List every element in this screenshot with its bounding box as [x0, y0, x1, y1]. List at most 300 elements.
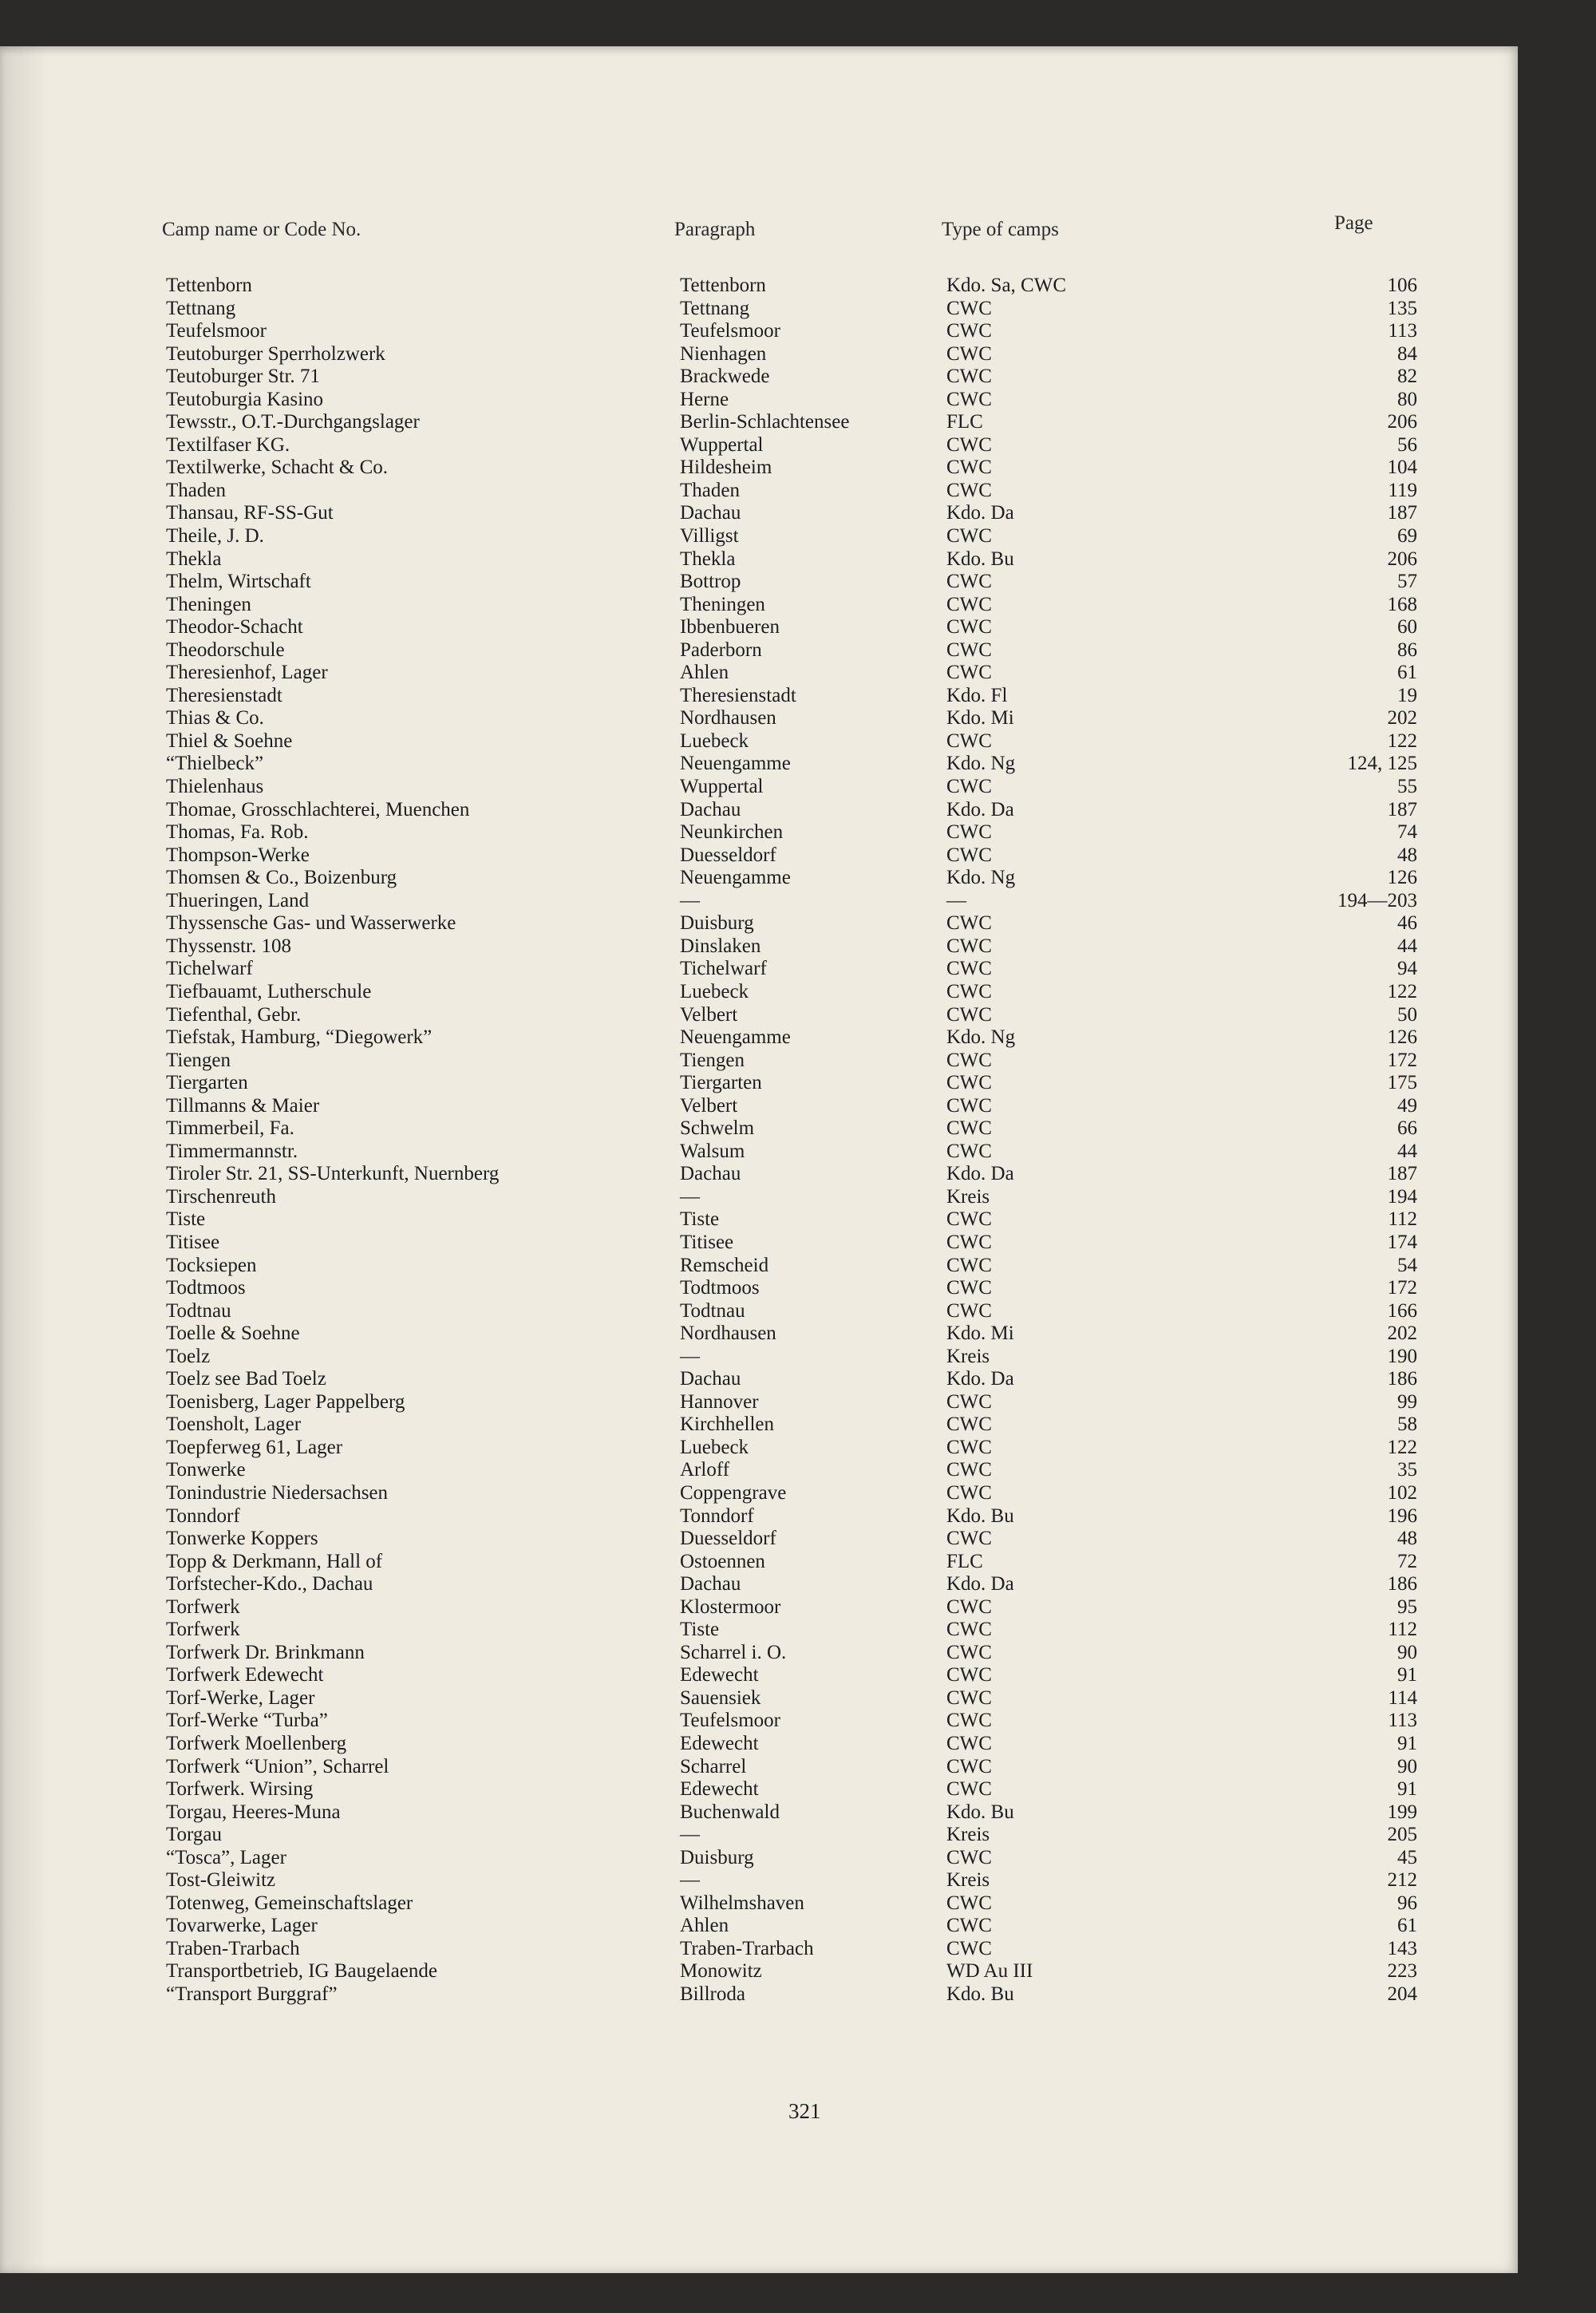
- paragraph-cell: Dachau: [680, 1368, 741, 1390]
- camp-type-cell: CWC: [946, 729, 992, 752]
- table-row: [0, 389, 1518, 412]
- paragraph-cell: Buchenwald: [680, 1801, 780, 1823]
- page-cell: 54: [1397, 1254, 1417, 1276]
- camp-name-cell: Topp & Derkmann, Hall of: [166, 1550, 383, 1572]
- page-cell: 190: [1387, 1345, 1417, 1367]
- camp-name-cell: Tettenborn: [166, 275, 252, 296]
- table-row: [0, 1619, 1518, 1642]
- table-row: [0, 1596, 1518, 1619]
- camp-type-cell: CWC: [946, 1686, 992, 1709]
- camp-name-cell: Tonwerke: [166, 1459, 246, 1481]
- page-cell: 82: [1397, 366, 1417, 388]
- table-row: [0, 685, 1518, 708]
- camp-name-cell: Thelm, Wirtschaft: [166, 571, 311, 593]
- table-row: [0, 1459, 1518, 1482]
- paragraph-cell: Traben-Trarbach: [680, 1937, 814, 1959]
- camp-type-cell: CWC: [946, 776, 992, 798]
- table-row: [0, 844, 1518, 868]
- paragraph-cell: Tiergarten: [680, 1072, 762, 1094]
- camp-type-cell: Kdo. Ng: [946, 753, 1016, 775]
- camp-type-cell: CWC: [946, 639, 992, 661]
- paragraph-cell: Edewecht: [680, 1664, 759, 1686]
- page-cell: 205: [1387, 1824, 1417, 1846]
- table-row: [0, 1004, 1518, 1027]
- paragraph-cell: —: [680, 1869, 700, 1892]
- paragraph-cell: Dachau: [680, 502, 741, 524]
- page-cell: 60: [1397, 616, 1417, 639]
- camp-index-table: [0, 275, 1518, 2007]
- paragraph-cell: Billroda: [680, 1983, 745, 2006]
- paragraph-cell: Velbert: [680, 1003, 738, 1026]
- table-row: [0, 1300, 1518, 1323]
- table-row: [0, 1255, 1518, 1278]
- table-row: [0, 1391, 1518, 1414]
- camp-name-cell: Thomsen & Co., Boizenburg: [166, 867, 397, 889]
- camp-type-cell: Kdo. Da: [946, 502, 1014, 524]
- table-row: [0, 1141, 1518, 1164]
- table-row: [0, 1915, 1518, 1938]
- camp-name-cell: Thielenhaus: [166, 776, 264, 798]
- camp-name-cell: Todtnau: [166, 1299, 231, 1322]
- camp-name-cell: Tovarwerke, Lager: [166, 1915, 318, 1937]
- camp-type-cell: Kreis: [946, 1824, 990, 1846]
- page-cell: 122: [1387, 1436, 1417, 1458]
- camp-type-cell: CWC: [946, 912, 992, 935]
- camp-type-cell: CWC: [946, 457, 992, 479]
- camp-type-cell: CWC: [946, 662, 992, 684]
- camp-type-cell: Kreis: [946, 1185, 990, 1208]
- page-cell: 126: [1387, 1026, 1417, 1049]
- camp-type-cell: CWC: [946, 1915, 992, 1937]
- table-row: [0, 1095, 1518, 1118]
- paragraph-cell: Luebeck: [680, 729, 749, 752]
- camp-name-cell: Traben-Trarbach: [166, 1937, 300, 1959]
- page-cell: 126: [1387, 867, 1417, 889]
- camp-type-cell: Kdo. Bu: [946, 1983, 1014, 2006]
- camp-type-cell: CWC: [946, 571, 992, 593]
- camp-name-cell: Teutoburger Sperrholzwerk: [166, 342, 385, 365]
- paragraph-cell: Titisee: [680, 1231, 734, 1253]
- header-camp-name: Camp name or Code No.: [162, 219, 361, 240]
- page-cell: 80: [1397, 388, 1417, 410]
- page-cell: 90: [1397, 1755, 1417, 1777]
- camp-name-cell: Theodorschule: [166, 639, 285, 661]
- paragraph-cell: Teufelsmoor: [680, 1710, 780, 1732]
- table-row: [0, 1847, 1518, 1870]
- camp-name-cell: Transportbetrieb, IG Baugelaende: [166, 1960, 437, 1983]
- page-cell: 69: [1397, 525, 1417, 548]
- page-cell: 61: [1397, 662, 1417, 684]
- camp-name-cell: Toelz: [166, 1345, 211, 1367]
- paragraph-cell: Dachau: [680, 798, 741, 820]
- paragraph-cell: Wuppertal: [680, 776, 764, 798]
- table-row: [0, 1710, 1518, 1733]
- camp-type-cell: CWC: [946, 1277, 992, 1299]
- paragraph-cell: Luebeck: [680, 1436, 749, 1458]
- camp-type-cell: FLC: [946, 1550, 983, 1572]
- camp-name-cell: Theresienhof, Lager: [166, 662, 328, 684]
- page-cell: 186: [1387, 1573, 1417, 1595]
- camp-name-cell: Titisee: [166, 1231, 220, 1253]
- camp-type-cell: CWC: [946, 1117, 992, 1140]
- page-cell: 206: [1387, 548, 1417, 570]
- camp-type-cell: CWC: [946, 366, 992, 388]
- camp-name-cell: Tocksiepen: [166, 1254, 257, 1276]
- camp-name-cell: Torfwerk Edewecht: [166, 1664, 324, 1686]
- page-cell: 91: [1397, 1664, 1417, 1686]
- camp-type-cell: CWC: [946, 1595, 992, 1618]
- camp-type-cell: CWC: [946, 1299, 992, 1322]
- table-row: [0, 707, 1518, 730]
- page-cell: 96: [1397, 1892, 1417, 1914]
- paragraph-cell: Tiengen: [680, 1049, 745, 1071]
- paragraph-cell: Tiste: [680, 1208, 720, 1231]
- camp-name-cell: Theodor-Schacht: [166, 616, 303, 639]
- camp-name-cell: Timmerbeil, Fa.: [166, 1117, 294, 1140]
- paragraph-cell: Duesseldorf: [680, 844, 776, 866]
- camp-type-cell: CWC: [946, 297, 992, 319]
- paragraph-cell: Tettenborn: [680, 275, 766, 296]
- header-page: Page: [1334, 212, 1373, 234]
- table-row: [0, 1050, 1518, 1073]
- table-row: [0, 799, 1518, 822]
- camp-name-cell: Toepferweg 61, Lager: [166, 1436, 343, 1458]
- paragraph-cell: Thekla: [680, 548, 736, 570]
- camp-name-cell: Thueringen, Land: [166, 889, 310, 911]
- table-row: [0, 1482, 1518, 1505]
- camp-type-cell: CWC: [946, 1619, 992, 1641]
- header-paragraph: Paragraph: [674, 219, 756, 240]
- camp-name-cell: Tirschenreuth: [166, 1185, 276, 1208]
- camp-type-cell: CWC: [946, 1778, 992, 1801]
- camp-type-cell: CWC: [946, 342, 992, 365]
- header-type-of-camps: Type of camps: [942, 219, 1059, 240]
- table-row: [0, 730, 1518, 753]
- paragraph-cell: Paderborn: [680, 639, 762, 661]
- table-row: [0, 1756, 1518, 1779]
- paragraph-cell: Schwelm: [680, 1117, 755, 1140]
- table-row: [0, 1117, 1518, 1141]
- table-row: [0, 1642, 1518, 1665]
- camp-type-cell: CWC: [946, 1937, 992, 1959]
- page-cell: 112: [1388, 1208, 1417, 1231]
- camp-name-cell: Toenisberg, Lager Pappelberg: [166, 1390, 405, 1413]
- paragraph-cell: Luebeck: [680, 980, 749, 1002]
- camp-type-cell: CWC: [946, 1390, 992, 1413]
- camp-name-cell: Thansau, RF-SS-Gut: [166, 502, 334, 524]
- table-row: [0, 1346, 1518, 1369]
- camp-type-cell: Kdo. Fl: [946, 684, 1008, 706]
- page-cell: 106: [1387, 275, 1417, 296]
- paragraph-cell: —: [680, 1185, 700, 1208]
- page-cell: 44: [1397, 1140, 1417, 1162]
- table-row: [0, 935, 1518, 959]
- camp-name-cell: Thyssenstr. 108: [166, 935, 291, 957]
- page-number: 321: [788, 2099, 821, 2123]
- camp-type-cell: CWC: [946, 1094, 992, 1117]
- table-row: [0, 958, 1518, 981]
- page-cell: 204: [1387, 1983, 1417, 2006]
- camp-type-cell: CWC: [946, 1459, 992, 1481]
- paragraph-cell: Todtnau: [680, 1299, 745, 1322]
- table-row: [0, 434, 1518, 457]
- table-row: [0, 1824, 1518, 1847]
- camp-type-cell: CWC: [946, 821, 992, 844]
- camp-type-cell: Kreis: [946, 1345, 990, 1367]
- paragraph-cell: Kirchhellen: [680, 1414, 775, 1436]
- page-cell: 194—203: [1337, 889, 1417, 911]
- paragraph-cell: Duisburg: [680, 912, 754, 935]
- paragraph-cell: Ostoennen: [680, 1550, 765, 1572]
- paragraph-cell: —: [680, 1345, 700, 1367]
- camp-name-cell: Textilwerke, Schacht & Co.: [166, 457, 389, 479]
- camp-type-cell: —: [946, 889, 966, 911]
- paragraph-cell: Tonndorf: [680, 1504, 754, 1527]
- camp-name-cell: Tiefstak, Hamburg, “Diegowerk”: [166, 1026, 433, 1049]
- page-cell: 119: [1388, 479, 1417, 501]
- camp-type-cell: CWC: [946, 1140, 992, 1162]
- table-row: [0, 548, 1518, 571]
- page-cell: 135: [1387, 297, 1417, 319]
- camp-type-cell: Kdo. Bu: [946, 1504, 1014, 1527]
- camp-type-cell: CWC: [946, 980, 992, 1002]
- table-row: [0, 1528, 1518, 1551]
- table-row: [0, 1437, 1518, 1460]
- paragraph-cell: Herne: [680, 388, 729, 410]
- page-cell: 172: [1387, 1049, 1417, 1071]
- table-row: [0, 1892, 1518, 1916]
- page-cell: 94: [1397, 958, 1417, 980]
- camp-name-cell: Tiroler Str. 21, SS-Unterkunft, Nuernberg: [166, 1163, 500, 1185]
- camp-name-cell: Thekla: [166, 548, 222, 570]
- page-cell: 66: [1397, 1117, 1417, 1140]
- table-row: [0, 867, 1518, 890]
- page-cell: 57: [1397, 571, 1417, 593]
- camp-type-cell: CWC: [946, 1208, 992, 1231]
- page-cell: 168: [1387, 593, 1417, 615]
- page-cell: 143: [1387, 1937, 1417, 1959]
- page-cell: 44: [1397, 935, 1417, 957]
- paragraph-cell: Nordhausen: [680, 707, 776, 729]
- paragraph-cell: Neunkirchen: [680, 821, 784, 844]
- camp-name-cell: Theile, J. D.: [166, 525, 264, 548]
- camp-name-cell: Tiste: [166, 1208, 206, 1231]
- page-cell: 90: [1397, 1641, 1417, 1663]
- page-cell: 114: [1388, 1686, 1417, 1709]
- page-cell: 48: [1397, 1528, 1417, 1550]
- table-row: [0, 1026, 1518, 1050]
- table-row: [0, 411, 1518, 434]
- camp-name-cell: Torfstecher-Kdo., Dachau: [166, 1573, 373, 1595]
- page-cell: 61: [1397, 1915, 1417, 1937]
- camp-type-cell: Kdo. Bu: [946, 548, 1014, 570]
- camp-name-cell: Tiengen: [166, 1049, 231, 1071]
- camp-type-cell: Kreis: [946, 1869, 990, 1892]
- page-cell: 58: [1397, 1414, 1417, 1436]
- camp-name-cell: Theresienstadt: [166, 684, 282, 706]
- camp-type-cell: Kdo. Ng: [946, 1026, 1016, 1049]
- camp-type-cell: CWC: [946, 593, 992, 615]
- page-cell: 84: [1397, 342, 1417, 365]
- page-cell: 91: [1397, 1778, 1417, 1801]
- page-cell: 196: [1387, 1504, 1417, 1527]
- camp-type-cell: CWC: [946, 1755, 992, 1777]
- camp-name-cell: Torfwerk Moellenberg: [166, 1733, 347, 1754]
- camp-type-cell: CWC: [946, 1481, 992, 1504]
- table-row: [0, 320, 1518, 343]
- document-page: [0, 46, 1518, 2273]
- camp-type-cell: CWC: [946, 388, 992, 410]
- camp-type-cell: CWC: [946, 1846, 992, 1868]
- camp-type-cell: Kdo. Da: [946, 1163, 1014, 1185]
- table-row: [0, 1186, 1518, 1209]
- table-row: [0, 1232, 1518, 1255]
- paragraph-cell: Walsum: [680, 1140, 745, 1162]
- table-row: [0, 275, 1518, 298]
- camp-name-cell: Torf-Werke “Turba”: [166, 1710, 328, 1732]
- paragraph-cell: Nienhagen: [680, 342, 767, 365]
- camp-name-cell: Toelz see Bad Toelz: [166, 1368, 326, 1390]
- table-row: [0, 639, 1518, 662]
- paragraph-cell: Thaden: [680, 479, 740, 501]
- camp-type-cell: CWC: [946, 844, 992, 866]
- page-cell: 166: [1387, 1299, 1417, 1322]
- table-row: [0, 502, 1518, 525]
- camp-type-cell: Kdo. Ng: [946, 867, 1016, 889]
- camp-name-cell: Thomae, Grosschlachterei, Muenchen: [166, 798, 470, 820]
- camp-type-cell: CWC: [946, 1436, 992, 1458]
- camp-name-cell: Torgau: [166, 1824, 222, 1846]
- camp-type-cell: CWC: [946, 320, 992, 342]
- camp-name-cell: Tiefbauamt, Lutherschule: [166, 980, 372, 1002]
- camp-name-cell: Teutoburger Str. 71: [166, 366, 320, 388]
- camp-type-cell: CWC: [946, 1528, 992, 1550]
- camp-type-cell: WD Au III: [946, 1960, 1033, 1983]
- camp-type-cell: CWC: [946, 1003, 992, 1026]
- page-cell: 172: [1387, 1277, 1417, 1299]
- table-row: [0, 1163, 1518, 1186]
- camp-type-cell: CWC: [946, 1641, 992, 1663]
- camp-name-cell: Thomas, Fa. Rob.: [166, 821, 309, 844]
- camp-type-cell: CWC: [946, 958, 992, 980]
- paragraph-cell: Scharrel i. O.: [680, 1641, 787, 1663]
- camp-name-cell: “Transport Burggraf”: [166, 1983, 338, 2006]
- paragraph-cell: Duesseldorf: [680, 1528, 776, 1550]
- page-cell: 206: [1387, 411, 1417, 433]
- paragraph-cell: Neuengamme: [680, 753, 791, 775]
- table-row: [0, 1778, 1518, 1801]
- camp-name-cell: Thias & Co.: [166, 707, 264, 729]
- paragraph-cell: Dachau: [680, 1163, 741, 1185]
- page-cell: 48: [1397, 844, 1417, 866]
- paragraph-cell: Scharrel: [680, 1755, 747, 1777]
- camp-type-cell: CWC: [946, 1664, 992, 1686]
- paragraph-cell: Wuppertal: [680, 433, 764, 456]
- table-row: [0, 594, 1518, 617]
- page-cell: 175: [1387, 1072, 1417, 1094]
- table-row: [0, 1208, 1518, 1232]
- table-row: [0, 1960, 1518, 1983]
- camp-type-cell: CWC: [946, 1072, 992, 1094]
- table-row: [0, 1277, 1518, 1300]
- page-cell: 72: [1397, 1550, 1417, 1572]
- page-cell: 19: [1397, 684, 1417, 706]
- camp-name-cell: Tettnang: [166, 297, 236, 319]
- camp-type-cell: CWC: [946, 525, 992, 548]
- camp-name-cell: Toelle & Soehne: [166, 1323, 300, 1345]
- camp-name-cell: Tost-Gleiwitz: [166, 1869, 276, 1892]
- camp-type-cell: Kdo. Mi: [946, 707, 1014, 729]
- camp-type-cell: CWC: [946, 1049, 992, 1071]
- table-row: [0, 912, 1518, 935]
- camp-name-cell: Theningen: [166, 593, 251, 615]
- camp-name-cell: Tewsstr., O.T.-Durchgangslager: [166, 411, 420, 433]
- table-row: [0, 480, 1518, 503]
- table-row: [0, 821, 1518, 844]
- table-row: [0, 1323, 1518, 1346]
- page-cell: 102: [1387, 1481, 1417, 1504]
- paragraph-cell: Wilhelmshaven: [680, 1892, 804, 1914]
- paragraph-cell: Berlin-Schlachtensee: [680, 411, 850, 433]
- camp-name-cell: Tiefenthal, Gebr.: [166, 1003, 302, 1026]
- table-row: [0, 298, 1518, 321]
- camp-name-cell: Torgau, Heeres-Muna: [166, 1801, 341, 1823]
- paragraph-cell: Remscheid: [680, 1254, 769, 1276]
- camp-type-cell: FLC: [946, 411, 983, 433]
- page-cell: 49: [1397, 1094, 1417, 1117]
- table-row: [0, 571, 1518, 594]
- page-cell: 91: [1397, 1733, 1417, 1754]
- paragraph-cell: Dinslaken: [680, 935, 761, 957]
- camp-name-cell: Torfwerk. Wirsing: [166, 1778, 314, 1801]
- paragraph-cell: Edewecht: [680, 1733, 759, 1754]
- paragraph-cell: Ibbenbueren: [680, 616, 780, 639]
- page-cell: 122: [1387, 729, 1417, 752]
- paragraph-cell: Hannover: [680, 1390, 759, 1413]
- table-row: [0, 662, 1518, 685]
- table-row: [0, 616, 1518, 639]
- camp-type-cell: CWC: [946, 1710, 992, 1732]
- camp-name-cell: Teutoburgia Kasino: [166, 388, 324, 410]
- table-row: [0, 525, 1518, 548]
- page-cell: 122: [1387, 980, 1417, 1002]
- page-cell: 194: [1387, 1185, 1417, 1208]
- camp-name-cell: “Tosca”, Lager: [166, 1846, 286, 1868]
- page-cell: 174: [1387, 1231, 1417, 1253]
- table-row: [0, 1551, 1518, 1574]
- page-cell: 56: [1397, 433, 1417, 456]
- camp-type-cell: CWC: [946, 1254, 992, 1276]
- table-row: [0, 776, 1518, 799]
- camp-name-cell: Tiergarten: [166, 1072, 248, 1094]
- camp-name-cell: Torfwerk Dr. Brinkmann: [166, 1641, 365, 1663]
- table-row: [0, 1733, 1518, 1756]
- camp-name-cell: Totenweg, Gemeinschaftslager: [166, 1892, 413, 1914]
- page-cell: 202: [1387, 1323, 1417, 1345]
- page-cell: 113: [1388, 1710, 1417, 1732]
- camp-name-cell: Tonindustrie Niedersachsen: [166, 1481, 389, 1504]
- page-cell: 124, 125: [1347, 753, 1417, 775]
- camp-type-cell: CWC: [946, 433, 992, 456]
- paragraph-cell: Velbert: [680, 1094, 738, 1117]
- camp-type-cell: CWC: [946, 479, 992, 501]
- camp-type-cell: CWC: [946, 616, 992, 639]
- table-row: [0, 1414, 1518, 1437]
- camp-name-cell: Thaden: [166, 479, 226, 501]
- table-row: [0, 1983, 1518, 2007]
- camp-name-cell: Tillmanns & Maier: [166, 1094, 320, 1117]
- camp-type-cell: CWC: [946, 1892, 992, 1914]
